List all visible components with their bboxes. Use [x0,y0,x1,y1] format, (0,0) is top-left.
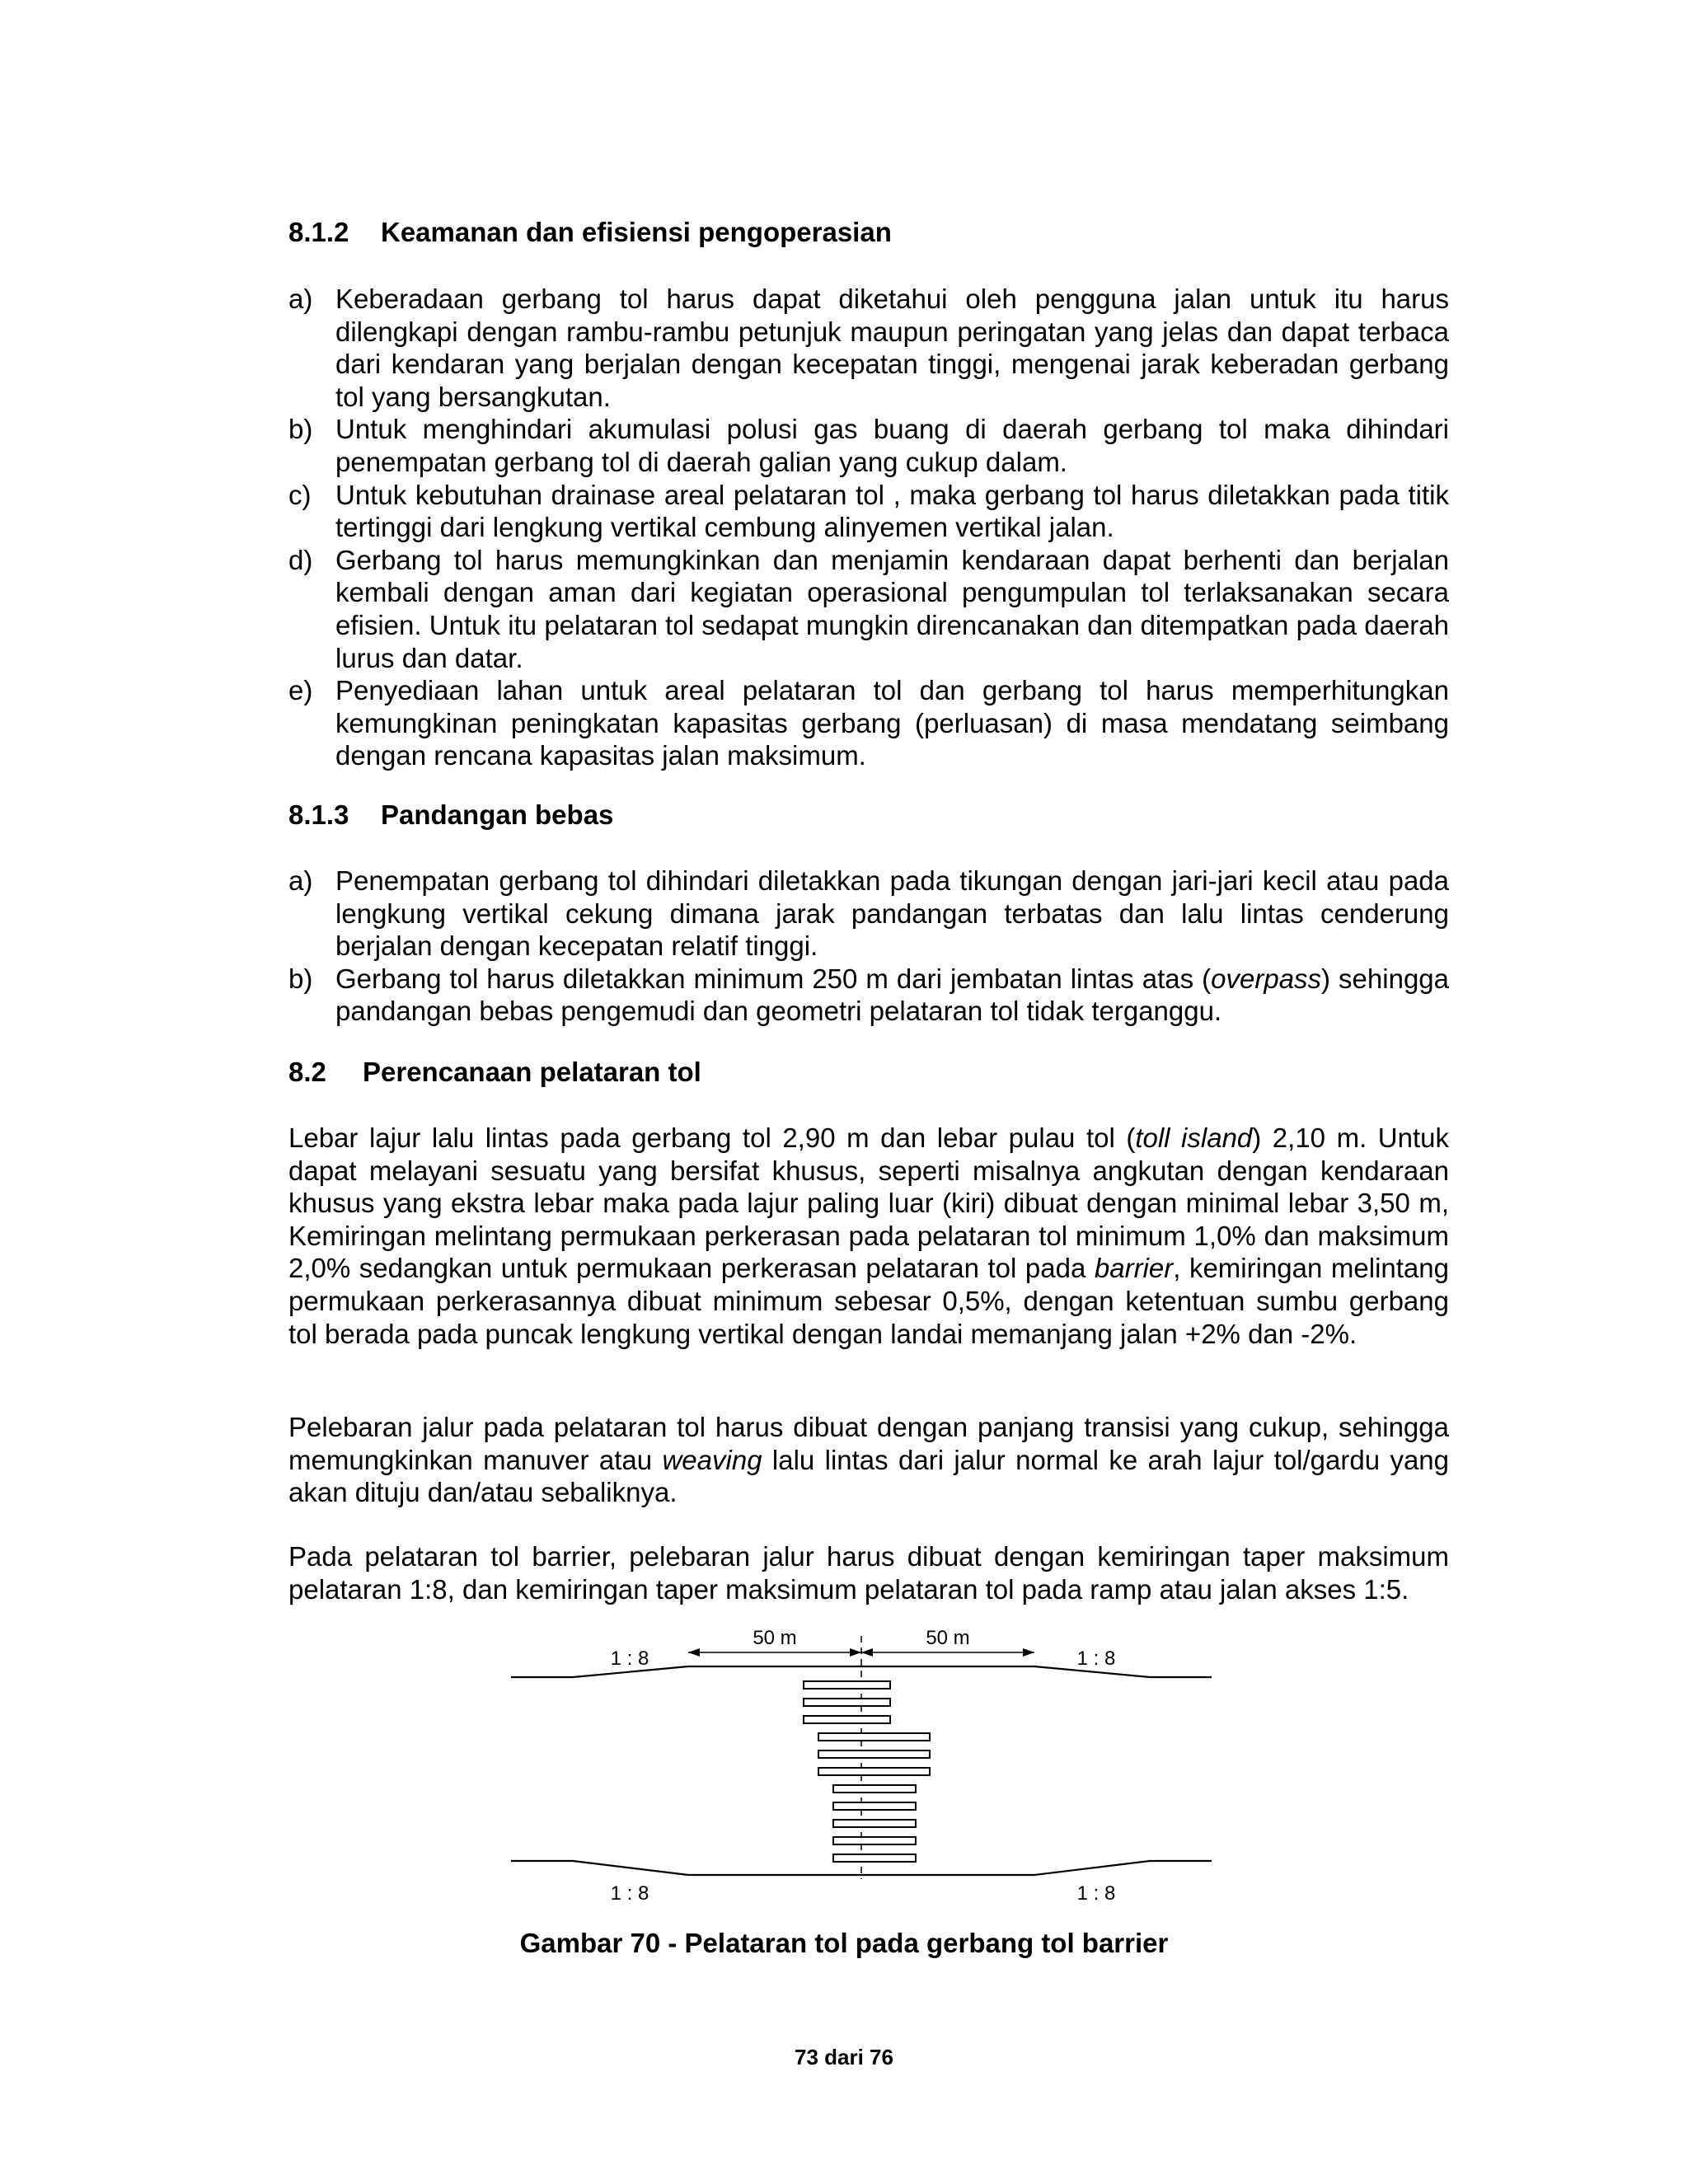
section-heading-8-2 [288,1056,701,1089]
dimension-arrowhead [688,1648,700,1657]
toll-booth [804,1716,890,1723]
section-title: Perencanaan pelataran tol [363,1057,701,1087]
text-run: Lebar lajur lalu lintas pada gerbang tol 2,90 m dan lebar pulau tol ( [288,1122,1136,1153]
toll-booth [833,1802,916,1810]
list-item-label: e) [288,675,313,706]
list-item [288,865,1449,963]
page-number: 73 dari 76 [795,2045,893,2069]
list-item [288,674,1449,772]
taper-label-bottom-right: 1 : 8 [1076,1882,1116,1904]
list-item [288,544,1449,674]
section-heading-8-1-2 [288,216,892,249]
list-item [288,413,1449,478]
list-item-label: d) [288,544,313,575]
list-item-label: a) [288,865,313,896]
list-item-text: Untuk kebutuhan drainase areal pelataran tol , maka gerbang tol harus diletakkan pada titik tertinggi dari lengkung vertikal cembung alinyemen vertikal jalan. [335,479,1449,543]
list-item-label: b) [288,414,313,445]
toll-booth [804,1699,890,1706]
text-run: ) 2,10 m. Untuk dapat melayani sesuatu yang bersifat khusus, seperti misalnya angkutan dengan kendaraan khusus yang ekstra lebar maka pada lajur paling luar (kiri) dibuat dengan minimal lebar 3,50 m, Kemiringan melintang permukaan perkerasan pada pelataran tol minimum 1,0% dan maksimum 2,0% sedangkan untuk permukaan perkerasan pelataran tol pada [288,1122,1449,1284]
taper-label-bottom-left: 1 : 8 [610,1882,649,1904]
paragraph-3: Pada pelataran tol barrier, pelebaran jalur harus dibuat dengan kemiringan taper maksimum pelataran 1:8, dan kemiringan taper maksimum pelataran tol pada ramp atau jalan akses 1:5. [288,1541,1449,1605]
taper-label-top-left: 1 : 8 [610,1647,649,1670]
toll-booth [833,1854,916,1862]
toll-booth-group [804,1681,930,1862]
section-heading-8-1-3 [288,799,613,832]
toll-booth [804,1681,890,1689]
paragraph-1 [288,1122,1449,1350]
text-run: , kemiringan melintang permukaan perkerasannya dibuat minimum sebesar 0,5%, dengan ketentuan sumbu gerbang tol berada pada puncak lengkung vertikal dengan landai memanjang jalan +2% dan -2%. [288,1253,1449,1349]
italic-term: toll island [1135,1122,1253,1153]
italic-term: barrier [1094,1253,1174,1284]
text-run: Pelebaran jalur pada pelataran tol harus dibuat dengan panjang transisi yang cukup, sehingga memungkinkan manuver atau [288,1412,1449,1475]
section-title: Keamanan dan efisiensi pengoperasian [381,217,892,247]
toll-booth [818,1750,930,1758]
list-8-1-3 [288,865,1449,1028]
figure-caption: Gambar 70 - Pelataran tol pada gerbang tol barrier [519,1928,1169,1958]
list-item-label: c) [288,479,312,510]
section-number: 8.2 [288,1057,326,1087]
dimension-label-left: 50 m [753,1627,797,1649]
text-run: ) sehingga pandangan bebas pengemudi dan geometri pelataran tol tidak terganggu. [335,963,1449,1027]
list-item-text: Keberadaan gerbang tol harus dapat diketahui oleh pengguna jalan untuk itu harus dilengkapi dengan rambu-rambu petunjuk maupun peringatan yang jelas dan dapat terbaca dari kendaran yang berjalan dengan kecepatan tinggi, mengenai jarak keberadan gerbang tol yang bersangkutan. [335,284,1449,412]
list-item-text: Penyediaan lahan untuk areal pelataran tol dan gerbang tol harus memperhitungkan kemungkinan peningkatan kapasitas gerbang (perluasan) di masa mendatang seimbang dengan rencana kapasitas jalan maksimum. [335,675,1449,771]
list-8-1-2 [288,283,1449,772]
taper-label-top-right: 1 : 8 [1076,1647,1116,1670]
list-item-text [335,963,1449,1027]
list-item [288,283,1449,413]
section-title: Pandangan bebas [381,799,614,830]
section-number: 8.1.3 [288,799,349,830]
toll-plaza-diagram [495,1615,1236,1904]
toll-booth [818,1733,930,1741]
list-item-text: Penempatan gerbang tol dihindari diletakkan pada tikungan dengan jari-jari kecil atau pada lengkung vertikal cekung dimana jarak pandangan terbatas dan lalu lintas cenderung berjalan dengan kecepatan relatif tinggi. [335,865,1449,962]
list-item [288,963,1449,1028]
list-item-text: Gerbang tol harus memungkinkan dan menjamin kendaraan dapat berhenti dan berjalan kembali dengan aman dari kegiatan operasional pengumpulan tol terlaksanakan secara efisien. Untuk itu pelataran tol sedapat mungkin direncanakan dan ditempatkan pada daerah lurus dan datar. [335,544,1449,673]
italic-term: overpass [1211,963,1322,994]
text-run: Gerbang tol harus diletakkan minimum 250 m dari jembatan lintas atas ( [335,963,1212,994]
list-item [288,479,1449,544]
list-item-label: a) [288,284,313,314]
italic-term: weaving [662,1444,762,1475]
dimension-arrowhead [1023,1648,1034,1657]
list-item-label: b) [288,963,313,994]
section-number: 8.1.2 [288,217,349,247]
dimension-arrowhead [850,1648,861,1657]
dimension-arrowhead [861,1648,873,1657]
text-run: lalu lintas dari jalur normal ke arah lajur tol/gardu yang akan dituju dan/atau sebaliknya. [288,1444,1449,1508]
toll-booth [818,1768,930,1775]
toll-booth [833,1837,916,1844]
toll-booth [833,1785,916,1793]
toll-booth [833,1820,916,1827]
list-item-text: Untuk menghindari akumulasi polusi gas buang di daerah gerbang tol maka dihindari penempatan gerbang tol di daerah galian yang cukup dalam. [335,414,1449,477]
paragraph-2 [288,1411,1449,1509]
dimension-label-right: 50 m [926,1627,970,1649]
